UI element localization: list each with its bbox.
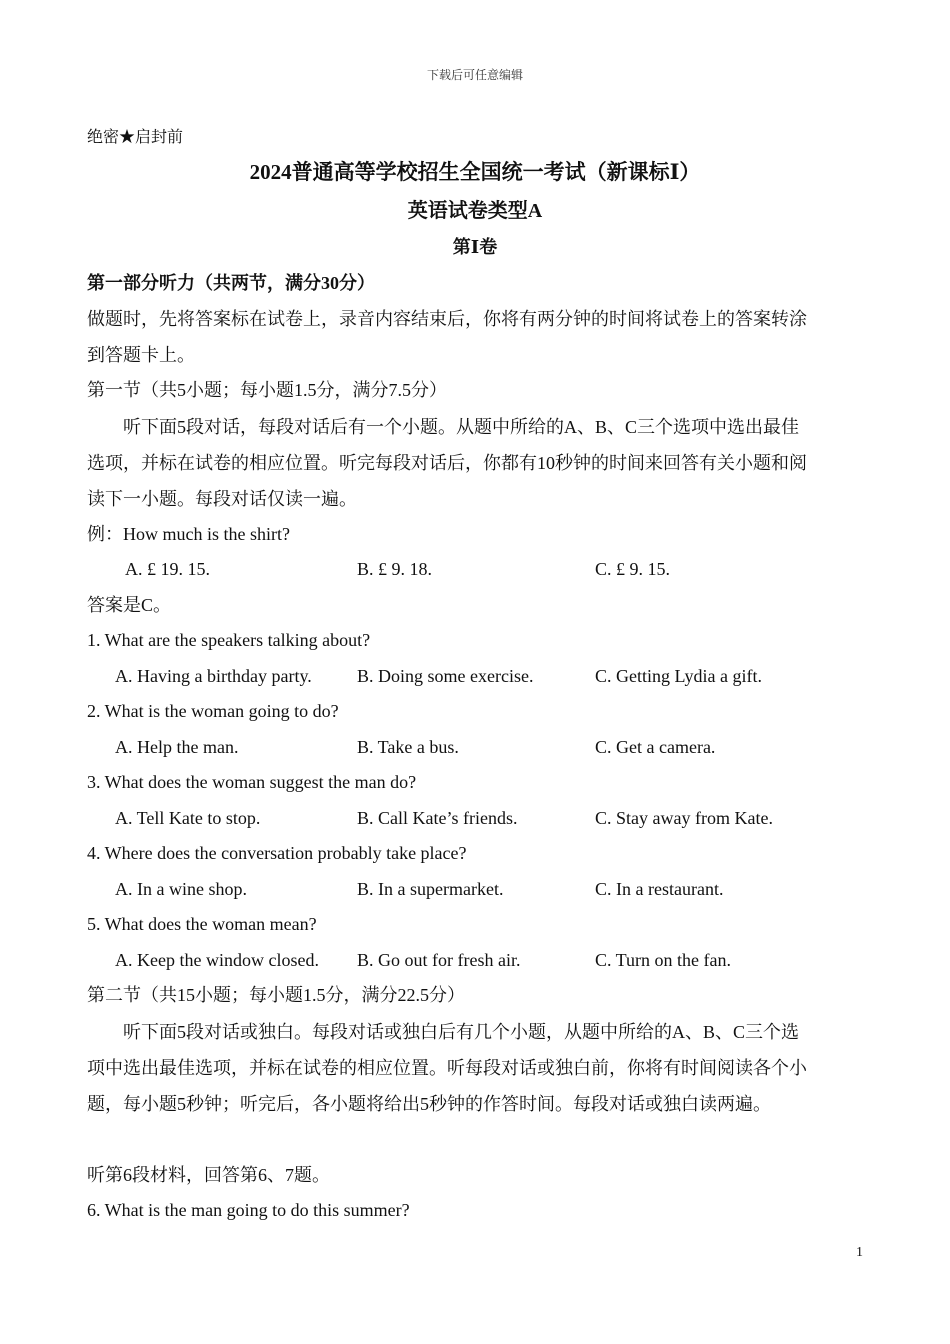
option-b: B. In a supermarket. (357, 878, 504, 899)
option-a: A. Keep the window closed. (115, 949, 319, 970)
section1-heading: 第一节（共5小题；每小题1.5分，满分7.5分） (87, 380, 447, 400)
option-c: C. Getting Lydia a gift. (595, 665, 762, 686)
section2-text-2: 项中选出最佳选项，并标在试卷的相应位置。听每段对话或独白前，你将有时间阅读各个小 (87, 1057, 807, 1078)
question-5-options (87, 943, 863, 979)
instructions-line-1: 做题时，先将答案标在试卷上，录音内容结束后，你将有两分钟的时间将试卷上的答案转涂 (87, 309, 807, 329)
option-b: B. Go out for fresh air. (357, 949, 521, 970)
option-b: B. Call Kate’s friends. (357, 807, 518, 828)
option-c: C. In a restaurant. (595, 878, 724, 899)
example-question: 例：How much is the shirt? (87, 523, 290, 544)
section1-text-1: 听下面5段对话，每段对话后有一个小题。从题中所给的A、B、C三个选项中选出最佳 (123, 416, 800, 437)
question-6: 6. What is the man going to do this summer? (87, 1200, 410, 1220)
question-1: 1. What are the speakers talking about? (87, 630, 371, 650)
section2-heading: 第二节（共15小题；每小题1.5分，满分22.5分） (87, 985, 465, 1005)
page-number: 1 (856, 1245, 863, 1260)
option-a: A. Tell Kate to stop. (115, 807, 261, 828)
option-b: B. Doing some exercise. (357, 665, 534, 686)
option-c: C. Stay away from Kate. (595, 807, 773, 828)
exam-subtitle: 英语试卷类型A (407, 200, 543, 222)
material-6-label: 听第6段材料，回答第6、7题。 (87, 1164, 330, 1185)
option-a: A. Having a birthday party. (115, 665, 312, 686)
question-1-options (87, 659, 863, 695)
secret-mark: 绝密★启封前 (87, 129, 184, 146)
question-3: 3. What does the woman suggest the man do? (87, 772, 417, 792)
example-option-b: B. £ 9. 18. (357, 559, 433, 579)
question-3-options (87, 801, 863, 837)
option-c: C. Get a camera. (595, 736, 716, 757)
example-option-c: C. £ 9. 15. (595, 559, 671, 579)
exam-title: 2024普通高等学校招生全国统一考试（新课标Ⅰ） (249, 160, 701, 184)
example-option-a: A. £ 19. 15. (125, 559, 210, 579)
section1-text-3: 读下一小题。每段对话仅读一遍。 (87, 488, 357, 509)
question-4: 4. Where does the conversation probably take place? (87, 843, 467, 863)
section1-text-2: 选项，并标在试卷的相应位置。听完每段对话后，你都有10秒钟的时间来回答有关小题和阅 (87, 452, 807, 473)
section2-text-1: 听下面5段对话或独白。每段对话或独白后有几个小题，从题中所给的A、B、C三个选 (123, 1021, 800, 1042)
question-5: 5. What does the woman mean? (87, 914, 317, 934)
question-4-options (87, 872, 863, 908)
part1-heading: 第一部分听力（共两节，满分30分） (87, 272, 375, 293)
option-a: A. In a wine shop. (115, 878, 247, 899)
spacer (87, 1122, 863, 1158)
question-2: 2. What is the woman going to do? (87, 701, 339, 721)
instructions-line-2: 到答题卡上。 (87, 345, 195, 365)
page-header: 下载后可任意编辑 (426, 68, 523, 82)
volume-label: 第Ⅰ卷 (452, 237, 498, 257)
option-c: C. Turn on the fan. (595, 949, 732, 970)
exam-content (87, 124, 863, 1229)
section2-text-3: 题，每小题5秒钟；听完后，各小题将给出5秒钟的作答时间。每段对话或独白读两遍。 (87, 1093, 771, 1114)
question-2-options (87, 730, 863, 766)
option-a: A. Help the man. (115, 736, 239, 757)
option-b: B. Take a bus. (357, 736, 459, 757)
example-options (87, 552, 863, 588)
example-answer: 答案是C。 (87, 594, 172, 615)
